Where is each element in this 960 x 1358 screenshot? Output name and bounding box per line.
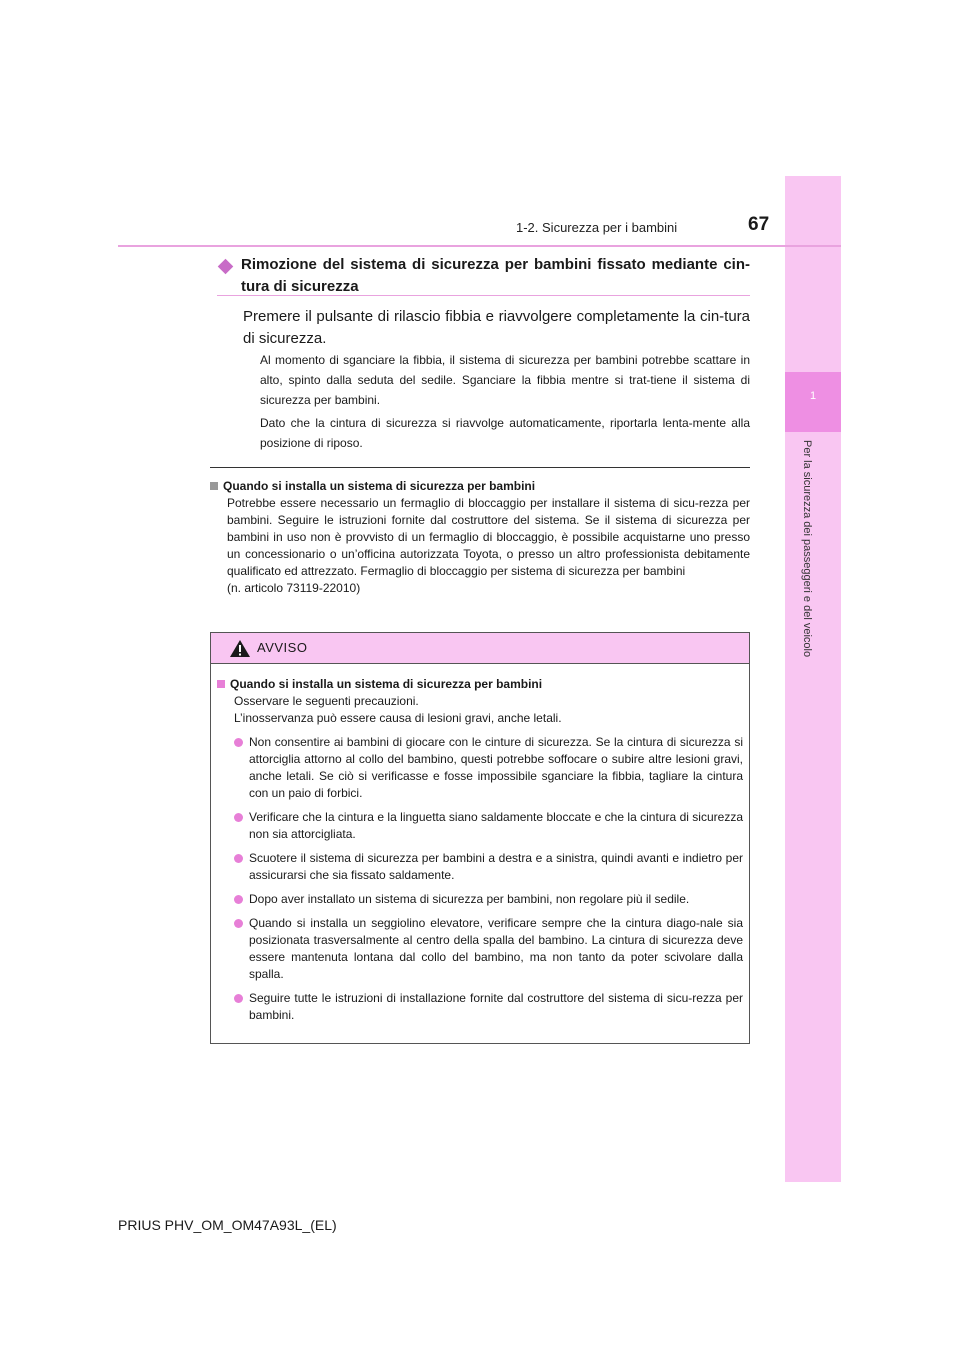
square-bullet-icon (210, 482, 218, 490)
warning-item: Non consentire ai bambini di giocare con le cinture di sicurezza. Se la cintura di sicurezza si attorciglia attorno al collo del bambino, questi potrebbe soffocare o subire altre lesioni gravi, anche letali. Se ciò si verificasse e fosse impossibile sganciare la fibbia, tagliare la cintura con un paio di forbici. (234, 734, 743, 802)
square-bullet-icon (217, 680, 225, 688)
warning-intro: L’inosservanza può essere causa di lesioni gravi, anche letali. (234, 711, 562, 725)
heading-underline (217, 295, 750, 296)
chapter-tab (785, 372, 841, 432)
instruction-step: Premere il pulsante di rilascio fibbia e riavvolgere completamente la cin-tura di sicurezza. (243, 308, 750, 347)
warning-header (211, 633, 749, 664)
warning-item: Dopo aver installato un sistema di sicurezza per bambini, non regolare più il sedile. (234, 891, 743, 908)
header-rule (118, 245, 841, 247)
warning-box (210, 632, 750, 1044)
subsection-heading-text: Rimozione del sistema di sicurezza per bambini fissato mediante cin-tura di sicurezza (241, 256, 750, 295)
chapter-title: Per la sicurezza dei passeggeri e del veicolo (801, 440, 813, 658)
warning-item: Quando si installa un seggiolino elevatore, verificare sempre che la cintura diago-nale sia posizionata trasversalmente al centro della spalla del bambino. La cintura di sicurezza deve essere mantenuta lontana dal collo del bambino, ma non tanto da poter scivolare dalla spalla. (234, 915, 743, 983)
warning-item: Verificare che la cintura e la linguetta siano saldamente bloccate e che la cintura di sicurezza non sia attorcigliata. (234, 809, 743, 843)
document-code: PRIUS PHV_OM_OM47A93L_(EL) (118, 1217, 337, 1233)
warning-body (211, 664, 749, 1024)
info-body: Potrebbe essere necessario un fermaglio di bloccaggio per installare il sistema di sicu-rezza per bambini. Seguire le istruzioni fornite dal costruttore del sistema. Se il sistema di sicurezza per bambini in uso non è provvisto di un fermaglio di bloccaggio, è possibile acquistarne uno presso un concessionario o un’officina autorizzata Toyota, o presso un altro professionista debitamente qualificato ed attrezzato. Fermaglio di bloccaggio per sistema di sicurezza per bambini (227, 496, 750, 578)
bullet-dot-icon (234, 919, 243, 928)
warning-item: Scuotere il sistema di sicurezza per bambini a destra e a sinistra, quindi avanti e indietro per assicurarsi che sia fissato saldamente. (234, 850, 743, 884)
info-part-number: (n. articolo 73119-22010) (227, 581, 361, 595)
warning-label: AVVISO (257, 640, 308, 655)
bullet-dot-icon (234, 738, 243, 747)
chapter-number: 1 (809, 390, 817, 402)
section-separator (210, 467, 750, 468)
bullet-dot-icon (234, 854, 243, 863)
section-title: 1-2. Sicurezza per i bambini (516, 220, 678, 235)
warning-triangle-icon (229, 639, 251, 658)
chapter-side-strip (785, 176, 841, 1182)
note-paragraph: Dato che la cintura di sicurezza si riavvolge automaticamente, riportarla lenta-mente alla posizione di riposo. (260, 416, 750, 450)
bullet-dot-icon (234, 994, 243, 1003)
info-title: Quando si installa un sistema di sicurezza per bambini (210, 478, 750, 495)
bullet-dot-icon (234, 895, 243, 904)
warning-intro: Osservare le seguenti precauzioni. (234, 694, 419, 708)
bullet-dot-icon (234, 813, 243, 822)
note-paragraph: Al momento di sganciare la fibbia, il sistema di sicurezza per bambini potrebbe scattare in alto, spinto dalla seduta del sedile. Sganciare la fibbia mentre si trat-tiene il sistema di sicurezza per bambini. (260, 353, 750, 407)
warning-item: Seguire tutte le istruzioni di installazione fornite dal costruttore del sistema di sicu-rezza per bambini. (234, 990, 743, 1024)
warning-title: Quando si installa un sistema di sicurezza per bambini (217, 676, 743, 693)
info-block (210, 478, 750, 597)
page-number: 67 (748, 214, 770, 235)
diamond-icon (218, 259, 234, 275)
subsection-heading (217, 254, 750, 298)
